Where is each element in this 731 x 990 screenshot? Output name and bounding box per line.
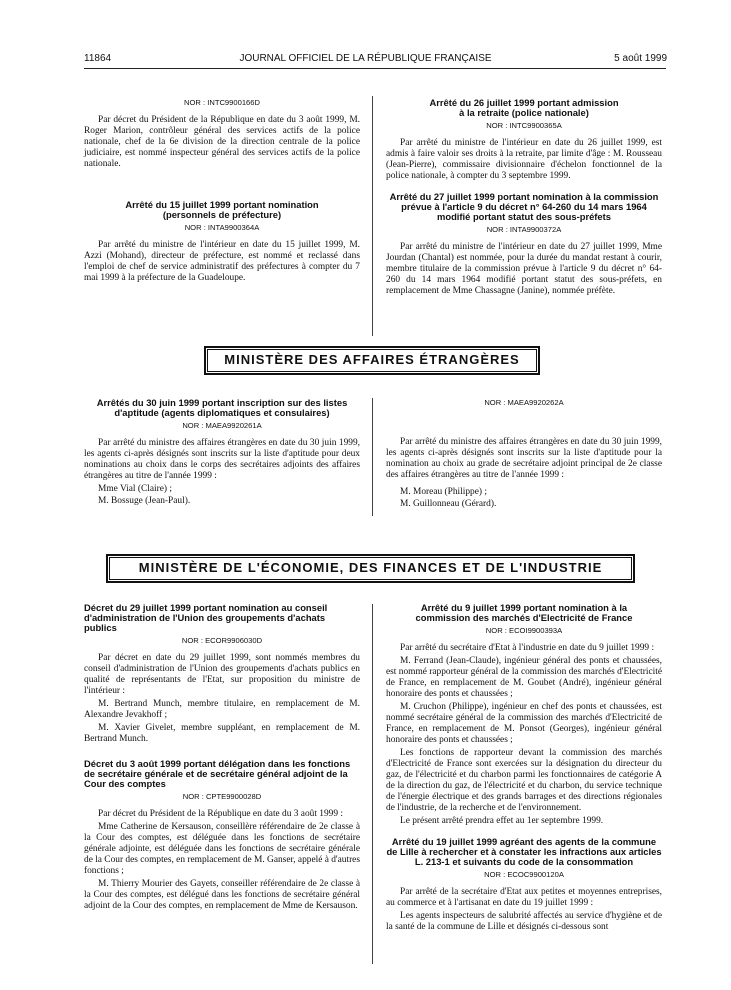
header-rule	[84, 68, 666, 69]
decree-text: M. Xavier Givelet, membre suppléant, en remplacement de M. Bertrand Munch.	[84, 723, 360, 744]
decree-text: M. Thierry Mourier des Gayets, conseiller référendaire de 2e classe à la Cour des comptes, est délégué dans les fonctions de secrétaire général adjoint de la Cour des comptes, en remplacement de Mme de Kersauson.	[84, 879, 360, 911]
decree-text: Les fonctions de rapporteur devant la commission des marchés d'Electricité de France sont exercées sur la désignation du directeur du gaz, de l'électricité et du charbon parmi les fonctionnaires de catégorie A de la direction du gaz, de l'électricité et du charbon, du service technique de l'énergie électrique et des grands barrages et des directions régionales de l'industrie, de la recherche et de l'environnement.	[386, 748, 662, 813]
list-item: M. Bossuge (Jean-Paul).	[98, 496, 191, 506]
decree-text: Par arrêté du ministre des affaires étrangères en date du 30 juin 1999, les agents ci-après désignés sont inscrits sur la liste d'aptitude pour la nomination au choix au grade de secrétaire adjoint principal de 2e classe des affaires étrangères au titre de l'année 1999 :	[386, 437, 662, 480]
article-title: Arrêtés du 30 juin 1999 portant inscription sur des listes d'aptitude (agents diplomatiques et consulaires)	[96, 397, 348, 418]
nor-reference: NOR : ECOR9906030D	[181, 636, 263, 645]
decree-text: M. Cruchon (Philippe), ingénieur en chef des ponts et chaussées, est nommé secrétaire général de la commission des marchés d'Electricité de France, en remplacement de M. Ponsot (Georges), ingénieur général honoraire des ponts et chaussées ;	[386, 702, 662, 745]
decree-text: Par arrêté du ministre de l'intérieur en date du 26 juillet 1999, est admis à faire valoir ses droits à la retraite, par limite d'âge : M. Rousseau (Jean-Pierre), commissaire divisionnaire d'échelon fonctionnel de la police nationale, à compter du 3 septembre 1999.	[386, 138, 662, 181]
decree-text: Par décret en date du 29 juillet 1999, sont nommés membres du conseil d'administration de l'Union des groupements d'achats publics en qualité de représentants de l'Etat, sur proposition du ministre de l'intérieur :	[84, 653, 360, 696]
article-title: Arrêté du 9 juillet 1999 portant nomination à la commission des marchés d'Electricité de France	[415, 602, 633, 623]
nor-reference: NOR : MAEA9920262A	[484, 398, 564, 407]
decree-text: Le présent arrêté prendra effet au 1er septembre 1999.	[400, 816, 604, 826]
column-divider	[372, 398, 373, 516]
ministry-heading: MINISTÈRE DES AFFAIRES ÉTRANGÈRES	[204, 346, 540, 375]
top-right-column	[386, 98, 662, 299]
page-header	[0, 50, 731, 66]
mid-left-column	[84, 398, 360, 508]
mid-right-column	[386, 398, 662, 511]
decree-text: Par arrêté du ministre de l'intérieur en date du 15 juillet 1999, M. Azzi (Mohand), directeur de préfecture, est nommé et reclassé dans l'emploi de chef de service administratif des préfectures à compter du 7 mai 1999 à la préfecture de la Guadeloupe.	[84, 240, 360, 283]
nor-reference: NOR : INTC9900166D	[184, 98, 260, 107]
nor-reference: NOR : ECOI9900393A	[485, 626, 563, 635]
article-title: Arrêté du 26 juillet 1999 portant admission à la retraite (police nationale)	[429, 97, 619, 118]
nor-reference: NOR : INTA9900372A	[486, 225, 562, 234]
column-divider	[372, 96, 373, 336]
nor-reference: NOR : ECOC9900120A	[484, 870, 564, 879]
decree-text: M. Bertrand Munch, membre titulaire, en remplacement de M. Alexandre Jevakhoff ;	[84, 699, 360, 720]
decree-text: Par décret du Président de la République en date du 3 août 1999 :	[98, 809, 343, 819]
decree-text: M. Ferrand (Jean-Claude), ingénieur général des ponts et chaussées, est nommé rapporteur général de la commission des marchés d'Electricité de France, en remplacement de M. Goubet (André), ingénieur général honoraire des ponts et chaussées ;	[386, 656, 662, 699]
decree-text: Les agents inspecteurs de salubrité affectés au service d'hygiène et de la santé de la commune de Lille et désignés ci-dessous sont	[386, 911, 662, 932]
column-divider	[372, 604, 373, 964]
list-item: M. Guillonneau (Gérard).	[400, 499, 497, 509]
article-title: Arrêté du 27 juillet 1999 portant nomination à la commission prévue à l'article 9 du décret n° 64-260 du 14 mars 1964 modifié portant statut des sous-préfets	[389, 191, 659, 222]
article-title: Arrêté du 19 juillet 1999 agréant des agents de la commune de Lille à rechercher et à constater les infractions aux articles L. 213-1 et suivants du code de la consommation	[386, 836, 662, 867]
decree-text: Par arrêté du ministre de l'intérieur en date du 27 juillet 1999, Mme Jourdan (Chantal) est nommée, pour la durée du mandat restant à courir, membre titulaire de la commission prévue à l'article 9 du décret n° 64-260 du 14 mars 1964 modifié portant statut des sous-préfets, en remplacement de Mme Chassagne (Janine), nommée préfète.	[386, 242, 662, 296]
decree-text: Par arrêté du ministre des affaires étrangères en date du 30 juin 1999, les agents ci-après désignés sont inscrits sur la liste d'aptitude pour deux nominations au choix dans le corps des secrétaires adjoints des affaires étrangères au titre de l'année 1999 :	[84, 438, 360, 481]
decree-text: Par arrêté de la secrétaire d'Etat aux petites et moyennes entreprises, au commerce et à l'artisanat en date du 19 juillet 1999 :	[386, 887, 662, 908]
nor-reference: NOR : MAEA9920261A	[182, 421, 262, 430]
decree-text: Par décret du Président de la République en date du 3 août 1999, M. Roger Marion, contrôleur général des services actifs de la police nationale, chef de la 6e division de la direction centrale de la police judiciaire, est nommé inspecteur général des services actifs de la police nationale.	[84, 115, 360, 169]
bottom-left-column	[84, 603, 360, 914]
nor-reference: NOR : INTA9900364A	[184, 223, 260, 232]
top-left-column	[84, 98, 360, 286]
decree-text: Par arrêté du secrétaire d'Etat à l'industrie en date du 9 juillet 1999 :	[400, 643, 655, 653]
bottom-right-column	[386, 603, 662, 935]
article-title: Décret du 29 juillet 1999 portant nomination au conseil d'administration de l'Union des groupements d'achats publics	[84, 602, 328, 633]
decree-text: Mme Catherine de Kersauson, conseillère référendaire de 2e classe à la Cour des comptes, est déléguée dans les fonctions de secrétaire générale adjointe, est déléguée dans les fonctions de secrétaire générale de la Cour des comptes, en remplacement de M. Ganser, appelé à d'autres fonctions ;	[84, 822, 360, 876]
list-item: Mme Vial (Claire) ;	[98, 484, 172, 494]
nor-reference: NOR : CPTE9900028D	[182, 792, 262, 801]
issue-date: 5 août 1999	[614, 53, 667, 64]
list-item: M. Moreau (Philippe) ;	[400, 487, 487, 497]
article-title: Décret du 3 août 1999 portant délégation dans les fonctions de secrétaire générale et de secrétaire général adjoint de la Cour des comptes	[84, 758, 351, 789]
journal-title: JOURNAL OFFICIEL DE LA RÉPUBLIQUE FRANÇAISE	[239, 53, 492, 64]
article-title: Arrêté du 15 juillet 1999 portant nomination (personnels de préfecture)	[125, 199, 319, 220]
ministry-heading: MINISTÈRE DE L'ÉCONOMIE, DES FINANCES ET DE L'INDUSTRIE	[106, 554, 635, 583]
nor-reference: NOR : INTC9900365A	[486, 121, 562, 130]
page-number: 11864	[84, 53, 112, 64]
